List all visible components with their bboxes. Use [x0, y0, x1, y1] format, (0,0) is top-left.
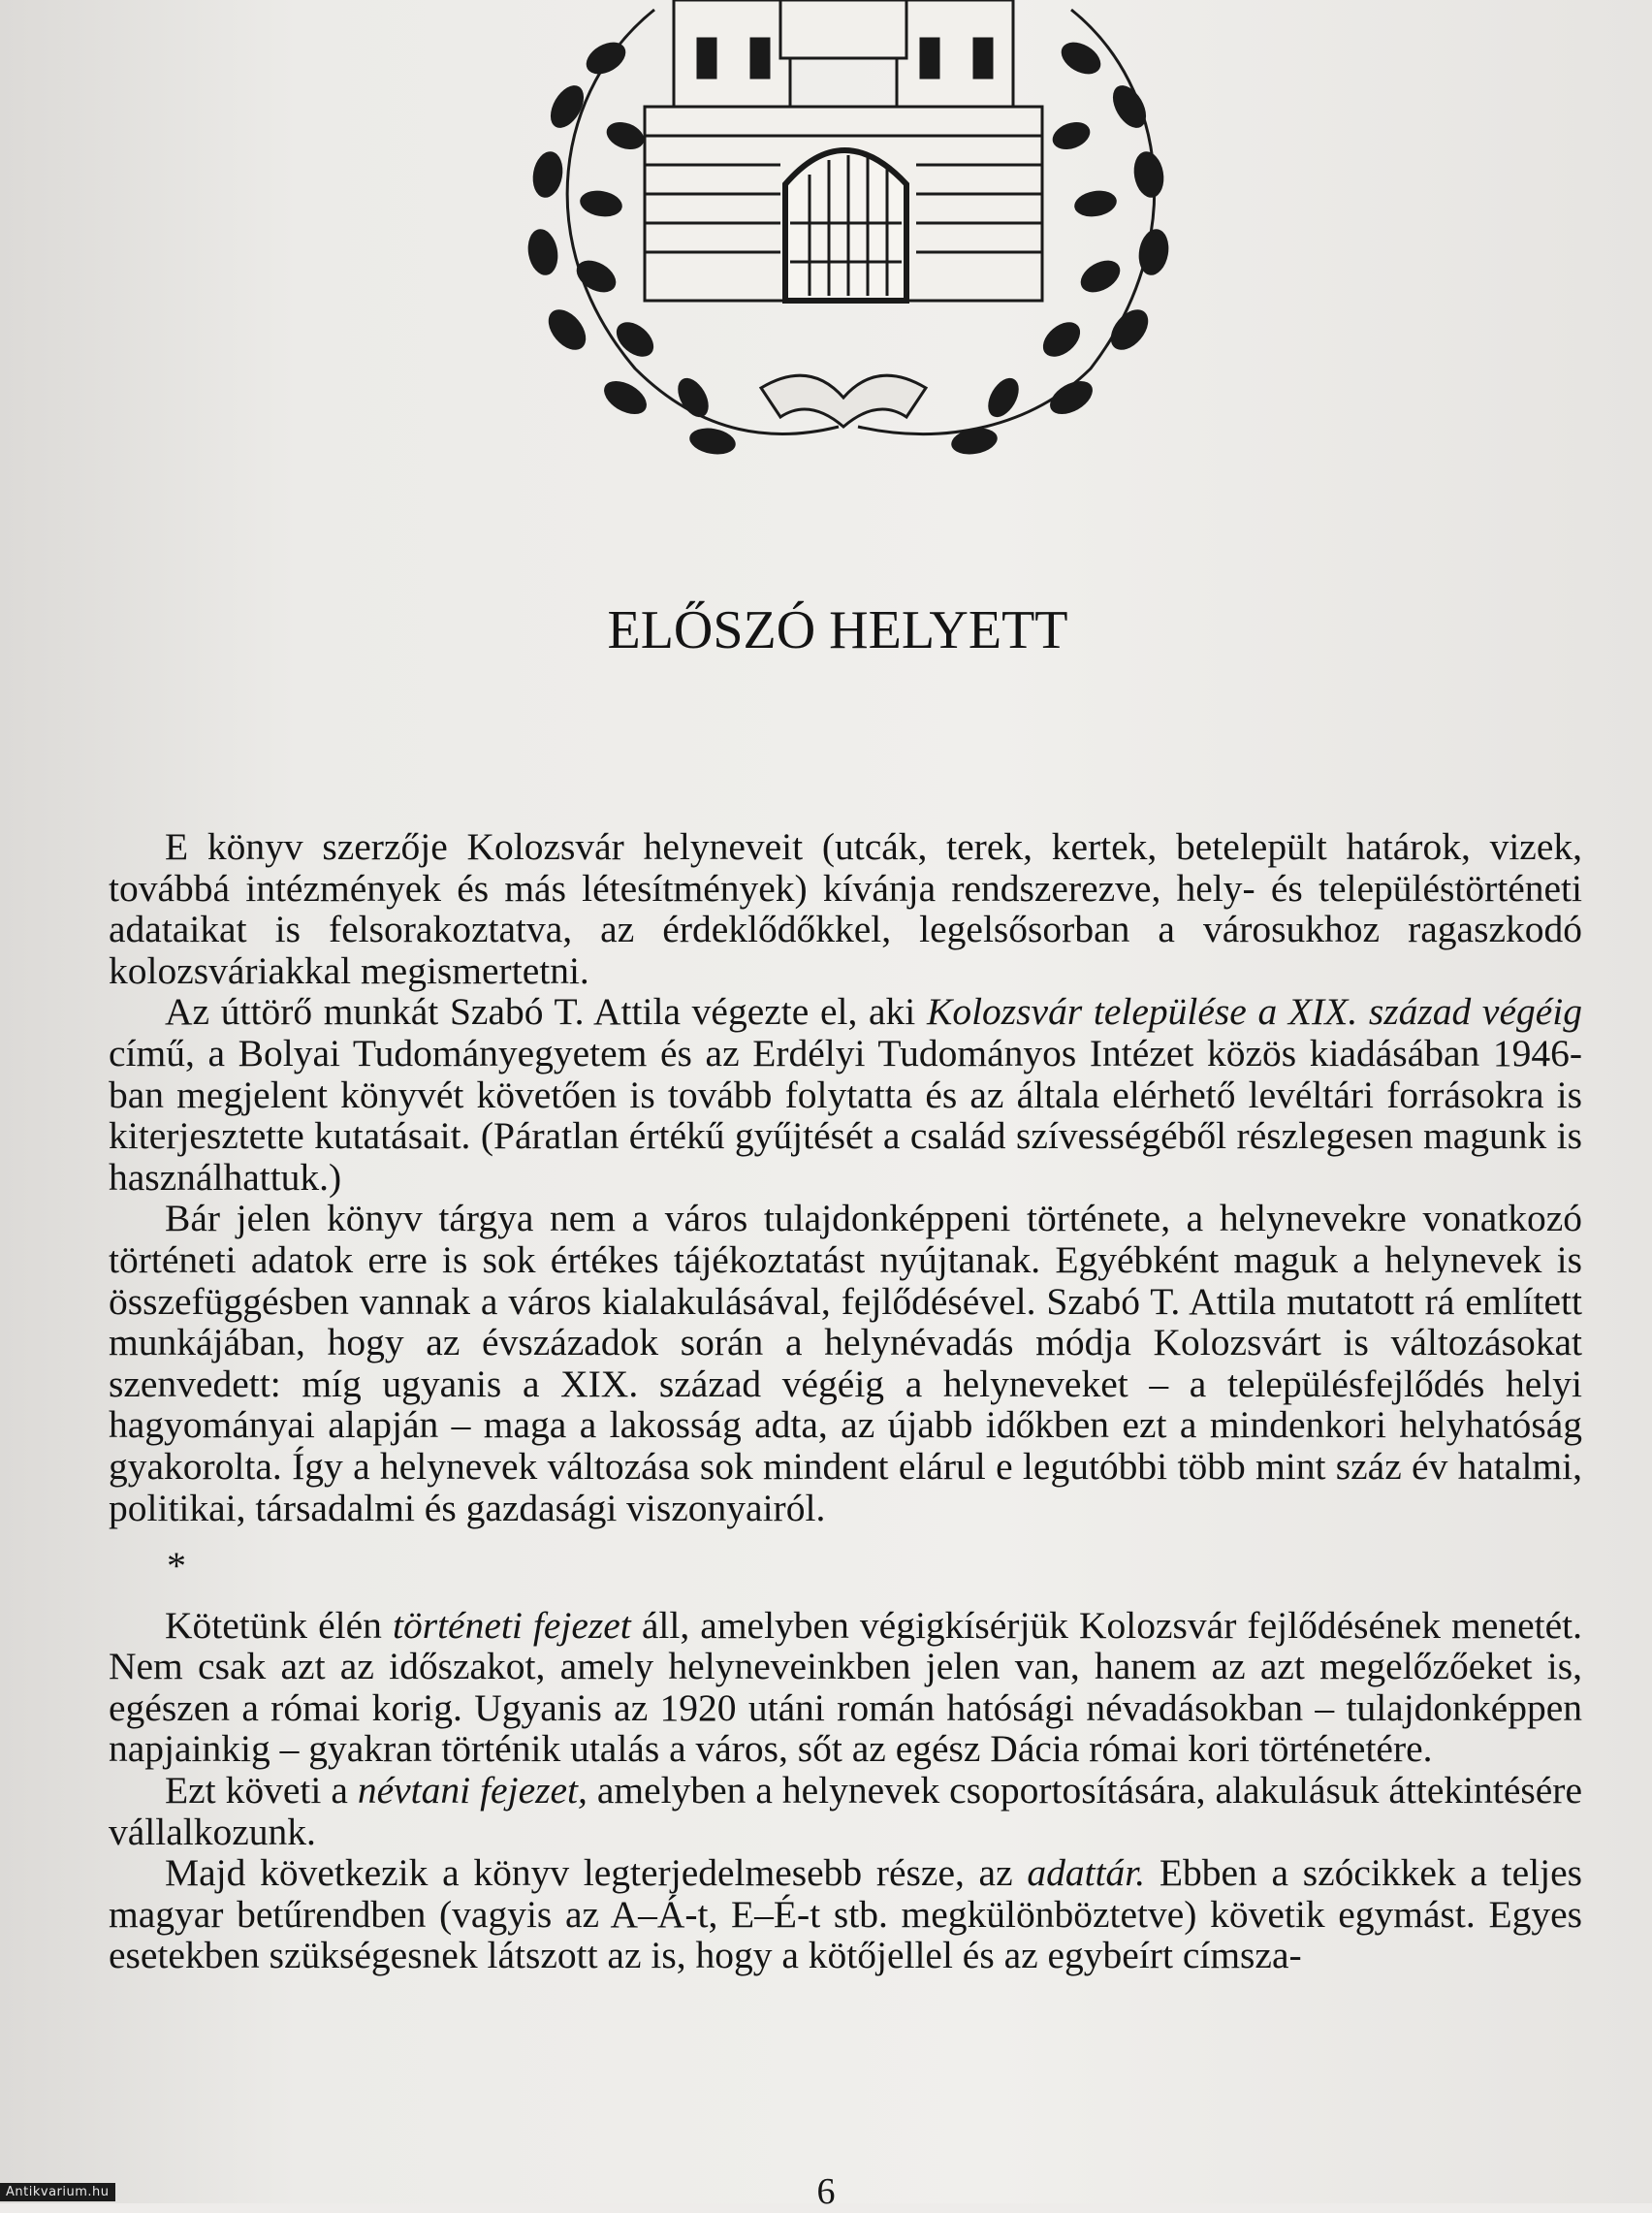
- italic-term: adattár.: [1027, 1851, 1146, 1895]
- castle-wreath-emblem: [490, 0, 1197, 465]
- watermark-logo: Antikvarium.hu: [0, 2183, 115, 2201]
- text-run: amelyben a helynevek csoportosítására, alakulásuk áttekintésére vállalkozunk.: [109, 1769, 1582, 1853]
- text-run: áll, amelyben végigkísérjük Kolozsvár fejlődésének menetét. Nem csak azt az időszakot, amely helyneveinkben jelen van, hanem az azt megelőzőeket is, egészen a római korig. Ugyanis az 1920 utáni román hatósági névadásokban – tulajdonképpen napjainkig – gyakran történik utalás a város, sőt az egész Dácia római kori történetére.: [109, 1603, 1583, 1771]
- text-run: Ezt követi a: [165, 1769, 358, 1812]
- italic-term: Kolozsvár települése a XIX. század végéig: [926, 990, 1583, 1034]
- text-run: Ebben a szócikkek a teljes magyar betűrendben (vagyis az A–Á-t, E–É-t stb. megkülönböztetve) követik egymást. Egyes esetekben szükségesnek látszott az is, hogy a kötőjellel és az egybeírt címsza-: [109, 1851, 1583, 1977]
- page-title: ELŐSZÓ HELYETT: [607, 600, 1068, 660]
- page-number: 6: [816, 2171, 836, 2212]
- paragraph-p5: [109, 1770, 1582, 1852]
- paragraph-group-2: [109, 1605, 1582, 1976]
- paragraph-p1: [109, 826, 1582, 991]
- text-run: Kötetünk élén: [165, 1603, 393, 1647]
- paragraph-p4: [109, 1605, 1582, 1770]
- text-run: Majd következik a könyv legterjedelmesebb része, az: [165, 1851, 1028, 1895]
- italic-term: történeti fejezet: [392, 1603, 631, 1647]
- italic-term: névtani fejezet,: [357, 1769, 588, 1812]
- paragraph-group-1: [109, 826, 1582, 1528]
- text-run: E könyv szerzője Kolozsvár helyneveit (utcák, terek, kertek, betelepült határok, vizek, továbbá intézmények és más létesítmények) kívánja rendszerezve, hely- és településtörténeti adataikat is felsorakoztatva, az érdeklődőkkel, legelsősorban a városukhoz ragaszkodó kolozsváriakkal megismertetni.: [109, 825, 1582, 992]
- paragraph-p3: [109, 1198, 1582, 1528]
- paragraph-p6: [109, 1852, 1582, 1976]
- section-separator: *: [167, 1544, 186, 1588]
- text-run: Bár jelen könyv tárgya nem a város tulajdonképpeni története, a helynevekre vonatkozó történeti adatok erre is sok értékes tájékoztatást nyújtanak. Egyébként maguk a helynevek is összefüggésben vannak a város kialakulásával, fejlődésével. Szabó T. Attila mutatott rá említett munkájában, hogy az évszázadok során a helynévadás módja Kolozsvárt is változásokat szenvedett: míg ugyanis a XIX. század végéig a helyneveket – a településfejlődés helyi hagyományai alapján – maga a lakosság adta, az újabb időkben ezt a mindenkori helyhatóság gyakorolta. Így a helynevek változása sok mindent elárul e legutóbbi több mint száz év hatalmi, politikai, társadalmi és gazdasági viszonyairól.: [109, 1197, 1582, 1529]
- body-text: [109, 826, 1582, 1976]
- text-run: című, a Bolyai Tudományegyetem és az Erdélyi Tudományos Intézet közös kiadásában 1946-ban megjelent könyvét követően is tovább folytatta és az általa elérhető levéltári forrásokra is kiterjesztette kutatásait. (Páratlan értékű gyűjtését a család szívességéből részlegesen magunk is használhattuk.): [109, 1031, 1582, 1199]
- paragraph-p2: [109, 991, 1582, 1198]
- text-run: Az úttörő munkát Szabó T. Attila végezte el, aki: [165, 990, 927, 1034]
